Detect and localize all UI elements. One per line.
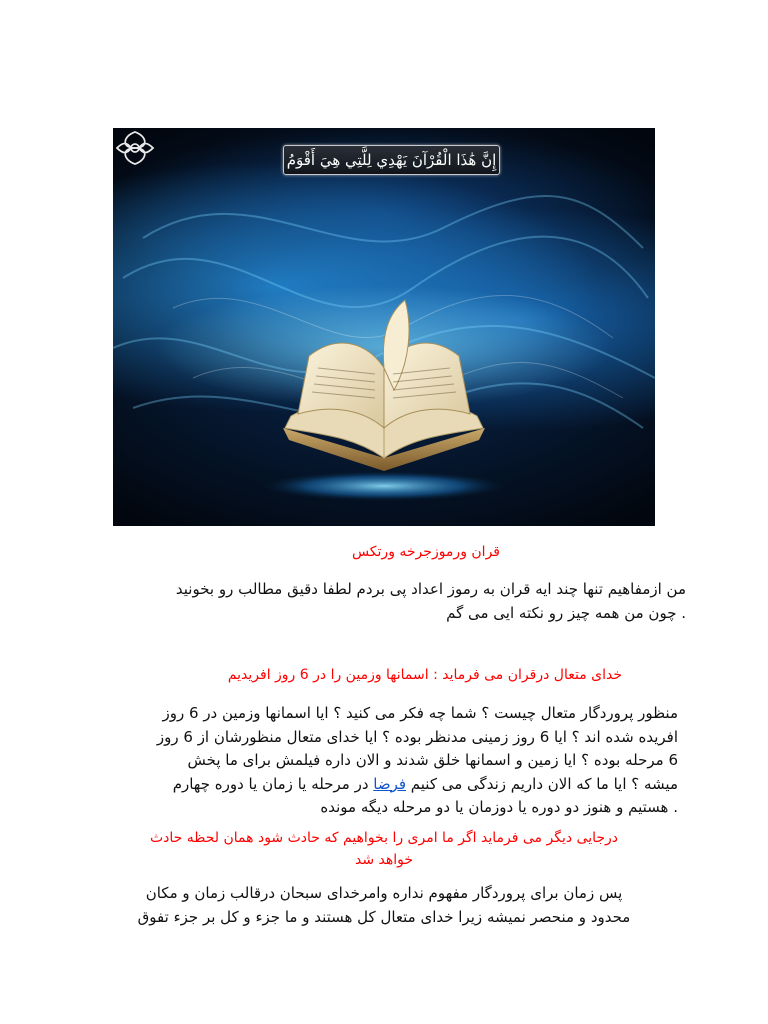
intro-paragraph: من ازمفاهیم تنها چند ایه قران به رموز اعداد پی بردم لطفا دقیق مطالب رو بخونید . چون من همه چیز رو نکته ایی می گم xyxy=(175,580,686,622)
closing-paragraph: پس زمان برای پروردگار مفهوم نداره وامرخدای سبحان درقالب زمان و مکان محدود و منحصر نمیشه زیرا خدای متعال کل هستند و ما جزء و کل بر جزء تفوق xyxy=(137,884,631,926)
article-title: قران ورموزجرخه ورتکس xyxy=(351,544,500,560)
quran-verse-banner: إِنَّ هَٰذَا الْقُرْآنَ يَهْدِي لِلَّتِي هِيَ أَقْوَمُ xyxy=(283,145,500,175)
body-paragraph: منظور پروردگار متعال چیست ؟ شما چه فکر می کنید ؟ ایا اسمانها وزمین در 6 روز افریده شده اند ؟ ایا 6 روز زمینی مدنظر بوده ؟ ایا خدای متعال منظورشان از 6 روز 6 مرحله بوده ؟ ایا زمین و اسمانها خلق شدند و الان داره فیلمش برای ما پخش میشه ؟ ایا ما که الان داریم زندگی می کنیم فرضا در مرحله یا زمان یا دوره چهارم . هستیم و هنوز دو دوره یا دوزمان یا دو مرحله دیگه مونده xyxy=(156,704,678,816)
section-heading: خدای متعال درقران می فرماید : اسمانها وزمین را در 6 روز افریدیم xyxy=(227,667,622,683)
open-book-icon xyxy=(283,300,485,471)
energy-swirl-illustration xyxy=(113,128,655,526)
ornament-icon xyxy=(113,128,157,168)
quote-heading: درجایی دیگر می فرماید اگر ما امری را بخواهیم که حادث شود همان لحظه حادث خواهد شد xyxy=(149,830,619,868)
hero-image xyxy=(113,128,655,526)
hyperlink-farzan[interactable]: فرضا xyxy=(373,774,407,793)
